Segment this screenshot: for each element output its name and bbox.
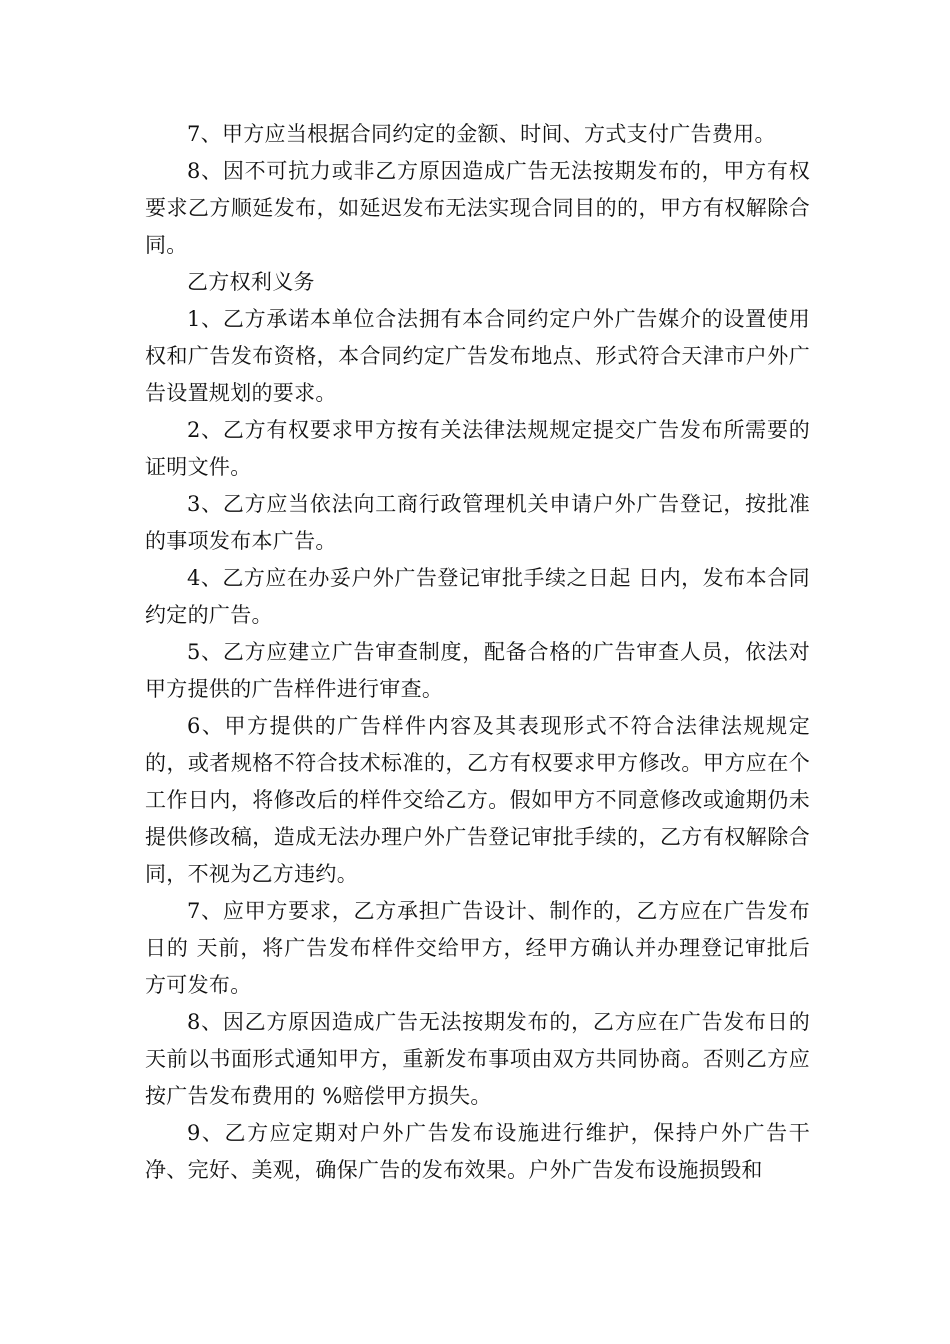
paragraph-yi-9: 9、乙方应定期对户外广告发布设施进行维护，保持户外广告干净、完好、美观，确保广告的发布效果。户外广告发布设施损毁和 [145, 1121, 810, 1182]
paragraph-jia-7: 7、甲方应当根据合同约定的金额、时间、方式支付广告费用。 [187, 122, 776, 146]
paragraph-jia-8: 8、因不可抗力或非乙方原因造成广告无法按期发布的，甲方有权要求乙方顺延发布，如延迟发布无法实现合同目的的，甲方有权解除合同。 [145, 159, 810, 257]
paragraph-yi-6: 6、甲方提供的广告样件内容及其表现形式不符合法律法规规定的，或者规格不符合技术标准的，乙方有权要求甲方修改。甲方应在个工作日内，将修改后的样件交给乙方。假如甲方不同意修改或逾期仍未提供修改稿，造成无法办理户外广告登记审批手续的，乙方有权解除合同，不视为乙方违约。 [145, 714, 810, 886]
document-body [145, 116, 810, 1189]
paragraph-yi-5: 5、乙方应建立广告审查制度，配备合格的广告审查人员，依法对甲方提供的广告样件进行审查。 [145, 640, 810, 701]
paragraph-yi-7: 7、应甲方要求，乙方承担广告设计、制作的，乙方应在广告发布日的 天前，将广告发布样件交给甲方，经甲方确认并办理登记审批后方可发布。 [145, 899, 810, 997]
paragraph-yi-2: 2、乙方有权要求甲方按有关法律法规规定提交广告发布所需要的证明文件。 [145, 418, 810, 479]
paragraph-yi-3: 3、乙方应当依法向工商行政管理机关申请户外广告登记，按批准的事项发布本广告。 [145, 492, 810, 553]
section-heading-yi-rights: 乙方权利义务 [187, 270, 315, 294]
paragraph-yi-4: 4、乙方应在办妥户外广告登记审批手续之日起 日内，发布本合同约定的广告。 [145, 566, 810, 627]
paragraph-yi-8: 8、因乙方原因造成广告无法按期发布的，乙方应在广告发布日的 天前以书面形式通知甲方，重新发布事项由双方共同协商。否则乙方应按广告发布费用的 %赔偿甲方损失。 [145, 1010, 810, 1108]
paragraph-yi-1: 1、乙方承诺本单位合法拥有本合同约定户外广告媒介的设置使用权和广告发布资格，本合同约定广告发布地点、形式符合天津市户外广告设置规划的要求。 [145, 307, 810, 405]
